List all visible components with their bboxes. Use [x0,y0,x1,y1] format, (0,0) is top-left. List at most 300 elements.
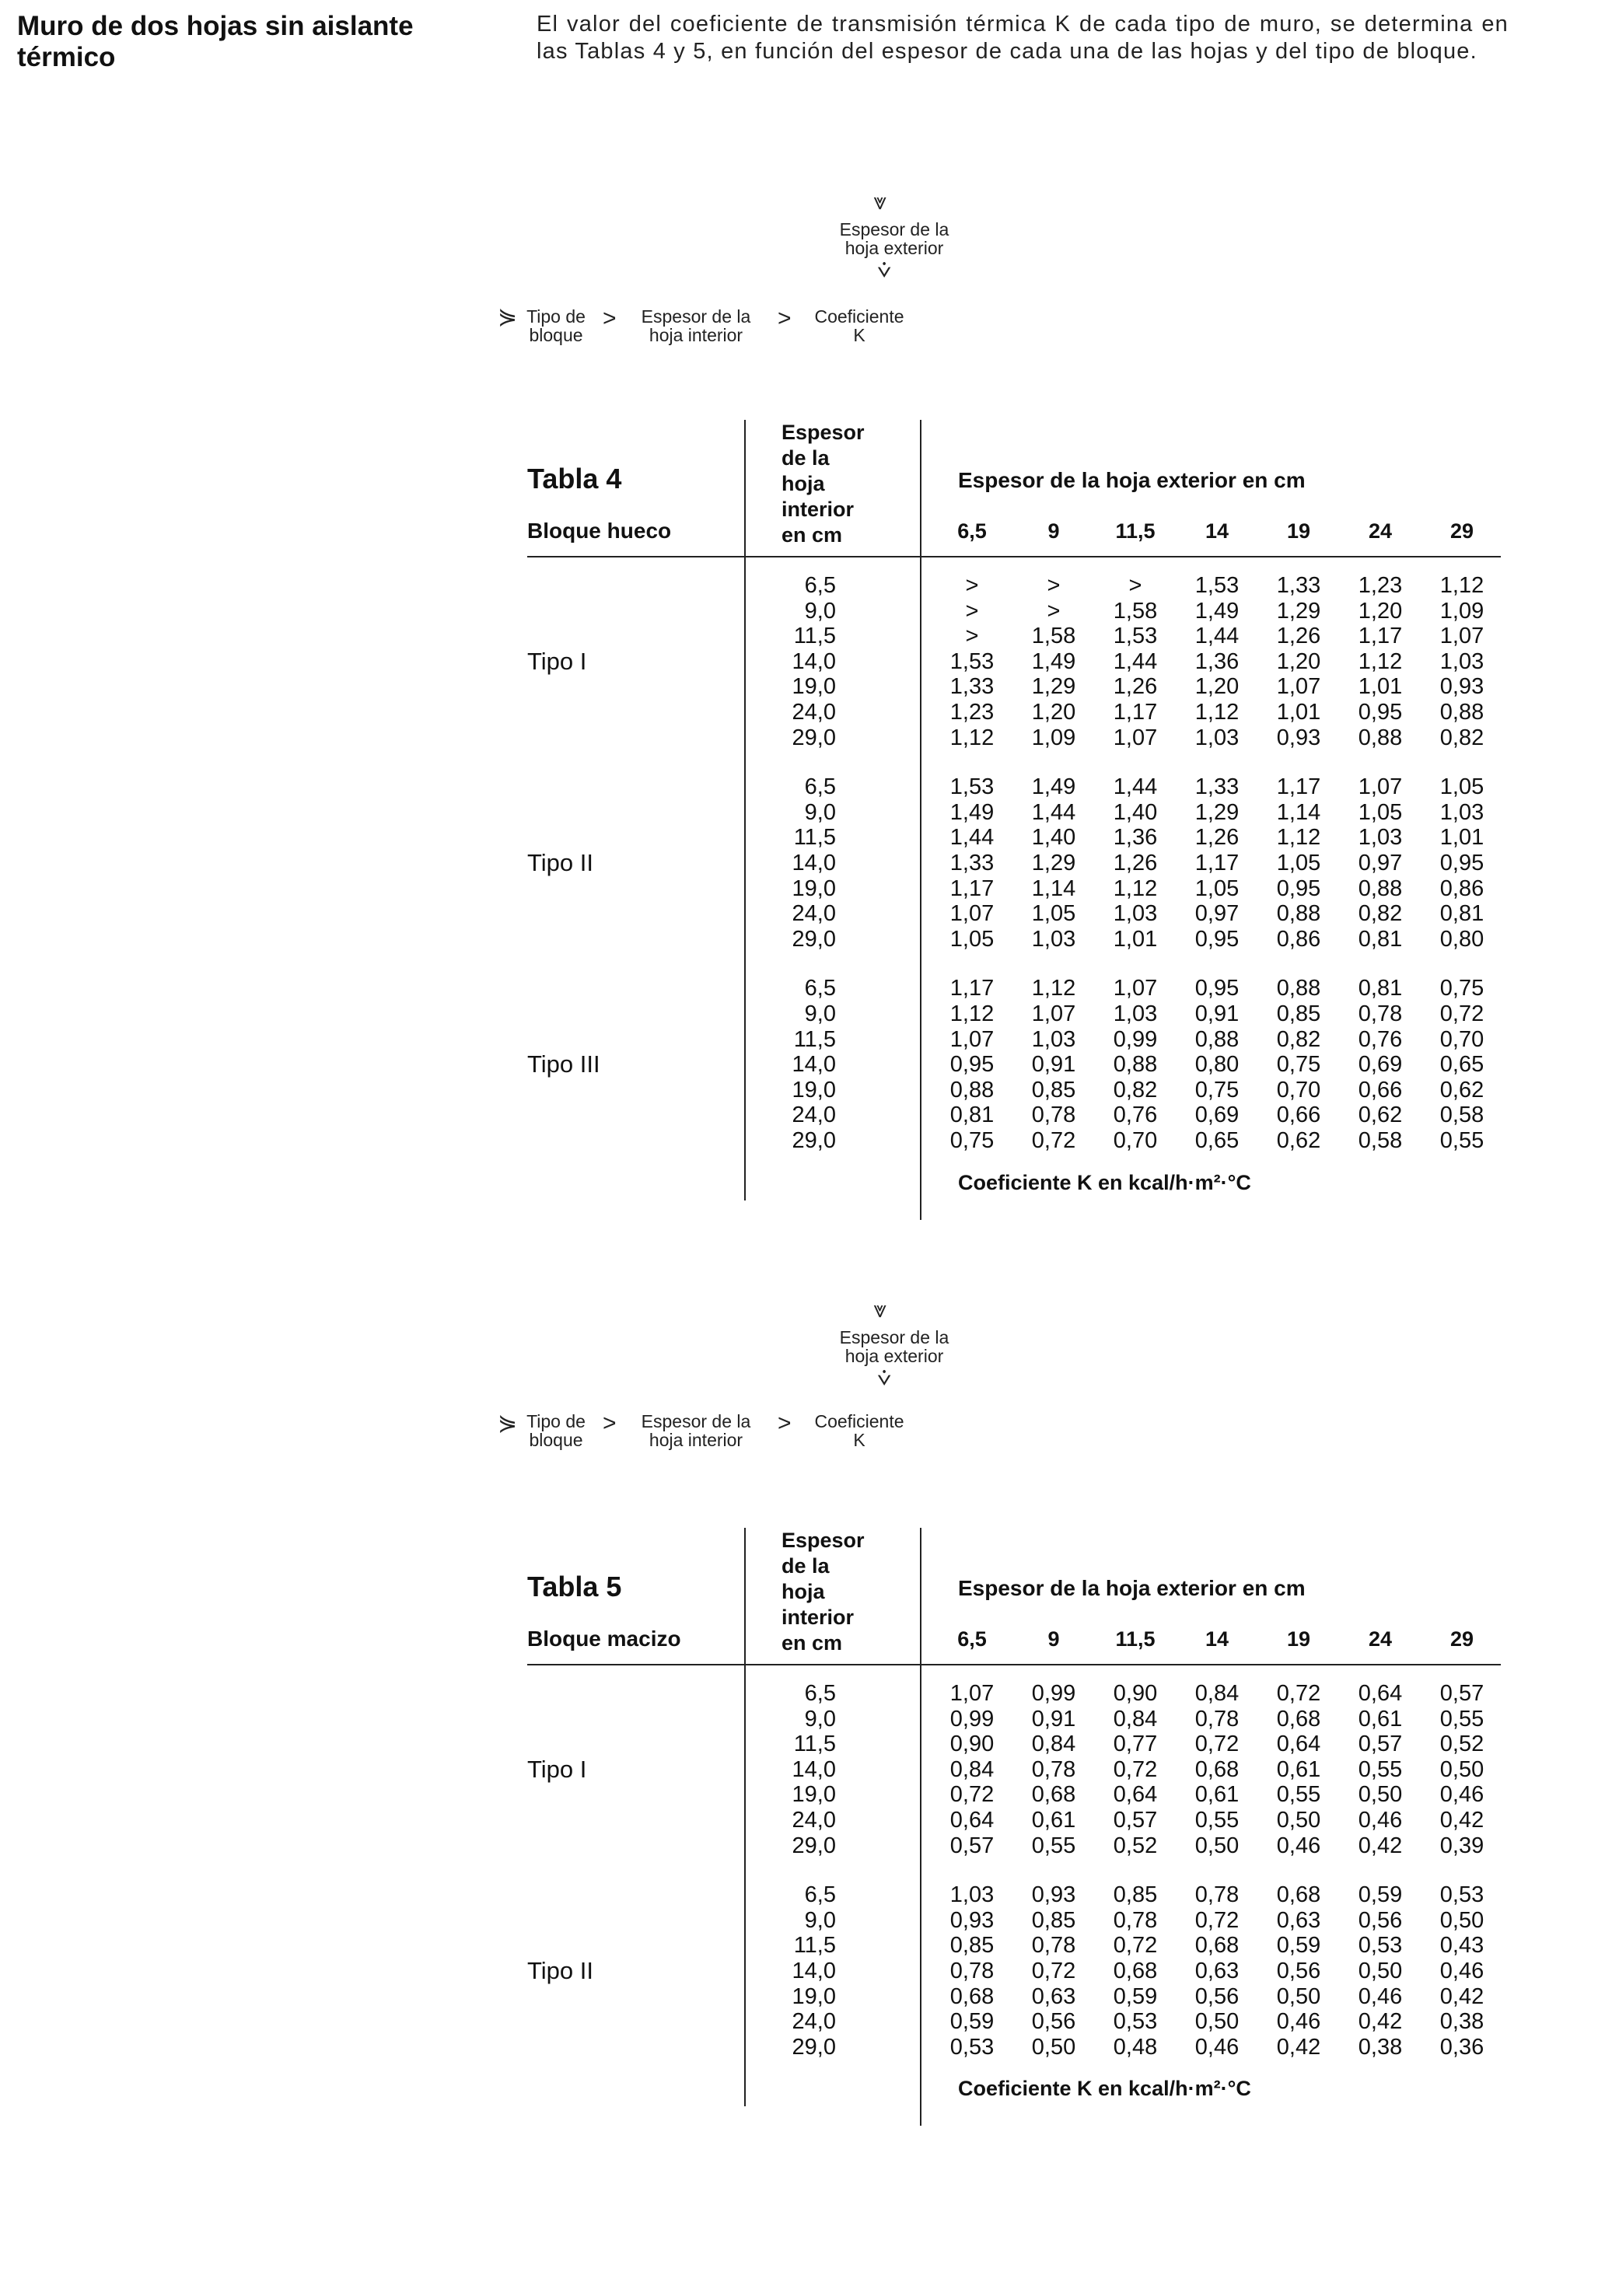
table-row [0,1078,1598,1103]
k-value-cell: 0,42 [1439,1983,1484,2009]
block-type-label: Tipo I [527,647,587,675]
table-row [0,1681,1598,1707]
k-value-cell: 0,85 [1031,1077,1076,1103]
interior-thickness-cell: 9,0 [804,598,836,624]
k-value-cell: 0,57 [1439,1681,1484,1706]
table-row [0,649,1598,675]
table-row [0,1882,1598,1908]
interior-thickness-cell: 24,0 [792,901,836,927]
interior-thickness-cell: 14,0 [792,1052,836,1078]
interior-thickness-cell: 29,0 [792,2034,836,2060]
k-value-cell: 0,91 [1031,1052,1076,1078]
k-value-cell: 0,53 [1439,1882,1484,1908]
k-value-cell: 1,49 [949,799,995,825]
block-type-label: Tipo II [527,1957,593,1984]
column-header: 14 [1205,1627,1229,1651]
table-row [0,800,1598,826]
column-header: 19 [1286,519,1311,543]
k-value-cell: 0,53 [1358,1933,1403,1959]
column-header: 6,5 [957,519,987,543]
k-value-cell: 0,68 [1276,1882,1321,1908]
k-value-cell: 1,26 [1113,851,1158,875]
k-value-cell: 0,91 [1031,1706,1076,1732]
interior-header-line: interior [782,1606,855,1629]
k-value-cell: 0,42 [1358,2009,1403,2035]
table-row [0,1001,1598,1027]
k-value-cell: > [1128,573,1142,598]
interior-thickness-cell: 14,0 [792,851,836,875]
table-row [0,1052,1598,1078]
interior-header-line: de la [782,1554,830,1578]
k-value-cell: 1,07 [1113,976,1158,1001]
k-value-cell: 0,88 [1113,1052,1158,1078]
flow-exterior-label: Espesor de la hoja exterior [839,1327,949,1366]
k-value-cell: 0,95 [1194,926,1240,952]
table-title: Tabla 4 [527,463,622,494]
right-arrow-icon: > [603,1410,617,1436]
k-value-cell: 0,78 [1031,1103,1076,1128]
interior-thickness-cell: 29,0 [792,1833,836,1858]
k-value-cell: 0,80 [1194,1052,1240,1078]
k-value-cell: 0,62 [1439,1077,1484,1103]
k-value-cell: 1,44 [1113,774,1158,800]
k-value-cell: 0,75 [949,1128,995,1153]
k-value-cell: 0,85 [1113,1882,1158,1908]
k-value-cell: 0,57 [1358,1732,1403,1757]
k-value-cell: 0,93 [1276,725,1321,750]
interior-thickness-cell: 29,0 [792,926,836,952]
k-value-cell: 1,07 [949,1681,995,1706]
k-value-cell: 1,17 [949,976,995,1001]
flow-coef-label: Coeficiente K [814,306,904,345]
k-value-cell: 0,72 [1194,1732,1240,1757]
k-value-cell: 0,95 [1276,875,1321,901]
k-value-cell: 1,05 [949,926,995,952]
column-header: 11,5 [1115,519,1156,543]
k-value-cell: 0,66 [1358,1077,1403,1103]
k-value-cell: 0,85 [949,1933,995,1959]
k-value-cell: 0,65 [1194,1128,1240,1153]
interior-column-rule [744,1528,746,2106]
k-value-cell: 0,72 [1031,1959,1076,1983]
k-value-cell: 0,81 [1358,926,1403,952]
intro-paragraph: El valor del coeficiente de transmisión térmica K de cada tipo de muro, se determina en las Tablas 4 y 5, en función del espesor de cada una de las hojas y del tipo de bloque. [537,12,1509,64]
k-value-cell: 1,03 [1358,825,1403,851]
k-value-cell: 0,46 [1439,1959,1484,1983]
k-value-cell: 0,88 [1276,976,1321,1001]
k-value-cell: 1,17 [1276,774,1321,800]
k-value-cell: 0,86 [1276,926,1321,952]
k-value-cell: 1,07 [1031,1001,1076,1026]
k-value-cell: 1,05 [1194,875,1240,901]
k-value-cell: 1,23 [949,700,995,725]
table-row [0,1103,1598,1128]
right-arrow-icon: > [778,1410,792,1436]
k-value-cell: 1,44 [1194,624,1240,649]
table-5 [0,1528,1598,2119]
column-header: 11,5 [1115,1627,1156,1651]
units-footer: Coeficiente K en kcal/h·m²·°C [958,2077,1251,2101]
table-row [0,674,1598,700]
k-value-cell: 0,59 [1276,1933,1321,1959]
k-value-cell: 1,07 [1113,725,1158,750]
k-value-cell: 0,55 [1439,1128,1484,1153]
k-value-cell: 0,91 [1194,1001,1240,1026]
k-value-cell: 0,75 [1439,976,1484,1001]
k-value-cell: > [965,573,979,598]
k-value-cell: 1,05 [1276,851,1321,875]
column-header: 29 [1449,519,1474,543]
k-value-cell: 1,20 [1194,674,1240,700]
k-value-cell: 1,26 [1276,624,1321,649]
interior-thickness-cell: 24,0 [792,1103,836,1128]
k-value-cell: 0,36 [1439,2034,1484,2060]
k-value-cell: 0,64 [1276,1732,1321,1757]
column-header: 9 [1047,519,1060,543]
k-value-cell: 0,72 [1031,1128,1076,1153]
k-value-cell: 0,46 [1358,1983,1403,2009]
k-value-cell: 0,57 [949,1833,995,1858]
k-value-cell: 0,52 [1439,1732,1484,1757]
k-value-cell: 0,85 [1031,1907,1076,1933]
k-value-cell: 0,38 [1439,2009,1484,2035]
k-value-cell: 0,52 [1113,1833,1158,1858]
k-value-cell: 0,84 [1031,1732,1076,1757]
interior-thickness-cell: 24,0 [792,700,836,725]
interior-thickness-cell: 29,0 [792,725,836,750]
k-value-cell: 0,81 [1358,976,1403,1001]
k-value-cell: 0,88 [1358,875,1403,901]
double-right-arrow-icon: ⋟ [498,304,518,330]
k-value-cell: > [1047,573,1061,598]
k-value-cell: 0,95 [1358,700,1403,725]
k-value-cell: 0,90 [949,1732,995,1757]
k-value-cell: 1,01 [1358,674,1403,700]
column-header: 19 [1286,1627,1311,1651]
k-value-cell: 0,93 [1031,1882,1076,1908]
k-value-cell: 1,58 [1031,624,1076,649]
k-value-cell: 1,09 [1031,725,1076,750]
k-value-cell: 0,75 [1194,1077,1240,1103]
k-value-cell: 0,68 [1276,1706,1321,1732]
k-value-cell: 0,50 [1276,1808,1321,1833]
k-value-cell: 1,12 [1194,700,1240,725]
k-value-cell: 1,03 [1031,926,1076,952]
k-value-cell: 0,75 [1276,1052,1321,1078]
k-value-cell: 0,69 [1194,1103,1240,1128]
k-value-cell: 1,33 [1194,774,1240,800]
k-value-cell: 1,07 [1358,774,1403,800]
column-header: 9 [1047,1627,1060,1651]
k-value-cell: 0,59 [1358,1882,1403,1908]
k-value-cell: 1,17 [1113,700,1158,725]
k-value-cell: 0,50 [1276,1983,1321,2009]
k-value-cell: 0,61 [1276,1756,1321,1782]
table-row [0,1959,1598,1984]
table-row [0,725,1598,751]
table-row [0,825,1598,851]
table-row [0,976,1598,1001]
k-value-cell: 1,17 [1194,851,1240,875]
interior-header-line: hoja [782,472,825,495]
interior-thickness-cell: 11,5 [793,825,836,851]
interior-thickness-cell: 14,0 [792,648,836,674]
k-value-cell: 0,42 [1358,1833,1403,1858]
k-value-cell: 0,78 [1194,1706,1240,1732]
k-value-cell: 0,56 [1031,2009,1076,2035]
k-value-cell: 0,50 [1439,1756,1484,1782]
k-value-cell: 0,42 [1439,1808,1484,1833]
exterior-column-rule [920,1528,921,2126]
table-row [0,1933,1598,1959]
k-value-cell: 1,44 [949,825,995,851]
k-value-cell: 0,78 [1031,1933,1076,1959]
interior-header-line: Espesor [782,421,865,444]
table-row [0,1757,1598,1783]
k-value-cell: 0,42 [1276,2034,1321,2060]
table-row [0,876,1598,902]
k-value-cell: 0,85 [1276,1001,1321,1026]
k-value-cell: 0,63 [1031,1983,1076,2009]
k-value-cell: 1,03 [1031,1026,1076,1052]
k-value-cell: 0,77 [1113,1732,1158,1757]
k-value-cell: 0,78 [949,1959,995,1983]
interior-thickness-cell: 9,0 [804,1907,836,1933]
table-row [0,573,1598,599]
table-row [0,1732,1598,1757]
k-value-cell: 0,82 [1276,1026,1321,1052]
flow-diagram-2 [498,1298,1042,1462]
interior-thickness-cell: 6,5 [804,1681,836,1706]
k-value-cell: 0,50 [1439,1907,1484,1933]
k-value-cell: 0,50 [1194,1833,1240,1858]
k-value-cell: 0,95 [949,1052,995,1078]
k-value-cell: 0,46 [1358,1808,1403,1833]
flow-coef-label: Coeficiente K [814,1411,904,1450]
k-value-cell: 0,88 [1439,700,1484,725]
k-value-cell: 1,49 [1194,598,1240,624]
k-value-cell: 0,99 [1113,1026,1158,1052]
k-value-cell: 0,56 [1358,1907,1403,1933]
double-down-arrow-icon: ⩔ [873,1297,886,1323]
k-value-cell: 0,50 [1358,1782,1403,1808]
interior-thickness-cell: 29,0 [792,1128,836,1153]
k-value-cell: > [965,598,979,624]
k-value-cell: 1,03 [1439,799,1484,825]
k-value-cell: 1,12 [1113,875,1158,901]
k-value-cell: 0,84 [1113,1706,1158,1732]
k-value-cell: 1,58 [1113,598,1158,624]
k-value-cell: 0,43 [1439,1933,1484,1959]
column-header: 14 [1205,519,1229,543]
k-value-cell: 0,46 [1276,2009,1321,2035]
k-value-cell: 1,12 [1439,573,1484,598]
k-value-cell: 0,62 [1276,1128,1321,1153]
flow-interior-label: Espesor de la hoja interior [641,1411,751,1450]
table-row [0,599,1598,624]
k-value-cell: 0,63 [1194,1959,1240,1983]
table-row [0,901,1598,927]
k-value-cell: 0,72 [1113,1756,1158,1782]
interior-thickness-cell: 9,0 [804,1001,836,1026]
section-heading: Muro de dos hojas sin aislante térmico [17,11,414,72]
table-row [0,774,1598,800]
k-value-cell: 0,88 [1276,901,1321,927]
k-value-cell: 0,64 [1358,1681,1403,1706]
k-value-cell: 1,20 [1031,700,1076,725]
k-value-cell: 1,07 [1276,674,1321,700]
table-row [0,1808,1598,1833]
k-value-cell: 1,26 [1194,825,1240,851]
k-value-cell: 0,78 [1113,1907,1158,1933]
k-value-cell: 1,40 [1031,825,1076,851]
k-value-cell: 0,72 [1194,1907,1240,1933]
k-value-cell: 1,07 [949,1026,995,1052]
exterior-thickness-header: Espesor de la hoja exterior en cm [958,468,1306,492]
k-value-cell: 0,84 [1194,1681,1240,1706]
table-title: Tabla 5 [527,1571,622,1602]
k-value-cell: 0,82 [1113,1077,1158,1103]
interior-thickness-cell: 19,0 [792,1077,836,1103]
k-value-cell: 0,72 [1113,1933,1158,1959]
exterior-column-rule [920,420,921,1220]
k-value-cell: 0,93 [949,1907,995,1933]
interior-header-line: en cm [782,523,843,547]
k-value-cell: 0,82 [1358,901,1403,927]
table-row [0,927,1598,952]
interior-header-line: hoja [782,1580,825,1603]
k-value-cell: 0,78 [1194,1882,1240,1908]
column-header: 24 [1368,1627,1393,1651]
interior-thickness-cell: 19,0 [792,1782,836,1808]
k-value-cell: 1,14 [1031,875,1076,901]
k-value-cell: 1,17 [949,875,995,901]
k-value-cell: 1,05 [1031,901,1076,927]
down-arrow-icon: ⩒ [877,1365,892,1391]
k-value-cell: 0,53 [949,2034,995,2060]
k-value-cell: 0,69 [1358,1052,1403,1078]
k-value-cell: 1,44 [1113,648,1158,674]
flow-exterior-label: Espesor de la hoja exterior [839,219,949,258]
k-value-cell: 1,53 [949,648,995,674]
k-value-cell: 0,56 [1276,1959,1321,1983]
k-value-cell: 0,38 [1358,2034,1403,2060]
k-value-cell: 1,53 [1113,624,1158,649]
k-value-cell: 0,65 [1439,1052,1484,1078]
table-row [0,1782,1598,1808]
k-value-cell: 1,36 [1113,825,1158,851]
table-4 [0,420,1598,1205]
interior-thickness-cell: 6,5 [804,976,836,1001]
k-value-cell: 1,03 [1439,648,1484,674]
interior-thickness-cell: 9,0 [804,799,836,825]
interior-thickness-cell: 24,0 [792,1808,836,1833]
k-value-cell: 1,03 [949,1882,995,1908]
interior-thickness-cell: 6,5 [804,1882,836,1908]
interior-thickness-cell: 11,5 [793,624,836,649]
k-value-cell: 0,68 [1194,1933,1240,1959]
k-value-cell: 0,78 [1031,1756,1076,1782]
k-value-cell: 1,29 [1194,799,1240,825]
k-value-cell: 1,14 [1276,799,1321,825]
k-value-cell: 0,59 [1113,1983,1158,2009]
exterior-thickness-header: Espesor de la hoja exterior en cm [958,1576,1306,1600]
k-value-cell: 1,01 [1113,926,1158,952]
k-value-cell: 0,64 [949,1808,995,1833]
table-row [0,624,1598,649]
interior-thickness-cell: 6,5 [804,573,836,598]
k-value-cell: 1,12 [1358,648,1403,674]
k-value-cell: 1,12 [949,725,995,750]
k-value-cell: 1,03 [1194,725,1240,750]
k-value-cell: 0,68 [1113,1959,1158,1983]
k-value-cell: 1,12 [1276,825,1321,851]
k-value-cell: 0,76 [1358,1026,1403,1052]
k-value-cell: 0,57 [1113,1808,1158,1833]
k-value-cell: 0,62 [1358,1103,1403,1128]
table-row [0,2009,1598,2035]
k-value-cell: 0,63 [1276,1907,1321,1933]
interior-thickness-cell: 11,5 [793,1933,836,1959]
table-row [0,1984,1598,2010]
k-value-cell: 0,55 [1358,1756,1403,1782]
flow-interior-label: Espesor de la hoja interior [641,306,751,345]
k-value-cell: > [965,624,979,649]
k-value-cell: 0,46 [1194,2034,1240,2060]
k-value-cell: 1,33 [949,851,995,875]
column-header: 29 [1449,1627,1474,1651]
block-type-label: Tipo I [527,1755,587,1783]
k-value-cell: 0,88 [1358,725,1403,750]
interior-thickness-cell: 19,0 [792,674,836,700]
table-row [0,1128,1598,1154]
flow-tipo-label: Tipo de bloque [526,1411,586,1450]
k-value-cell: 1,40 [1113,799,1158,825]
flow-tipo-label: Tipo de bloque [526,306,586,345]
k-value-cell: 0,55 [1031,1833,1076,1858]
interior-header-line: de la [782,446,830,470]
k-value-cell: 0,99 [949,1706,995,1732]
k-value-cell: 1,29 [1276,598,1321,624]
k-value-cell: 1,49 [1031,774,1076,800]
interior-thickness-cell: 19,0 [792,1983,836,2009]
k-value-cell: 0,39 [1439,1833,1484,1858]
k-value-cell: 0,50 [1031,2034,1076,2060]
k-value-cell: 0,66 [1276,1103,1321,1128]
k-value-cell: 1,17 [1358,624,1403,649]
down-arrow-icon: ⩒ [877,257,892,283]
header-rule [527,556,1501,557]
k-value-cell: 0,81 [949,1103,995,1128]
k-value-cell: 0,58 [1358,1128,1403,1153]
k-value-cell: 0,81 [1439,901,1484,927]
interior-thickness-cell: 11,5 [793,1026,836,1052]
k-value-cell: 0,82 [1439,725,1484,750]
k-value-cell: 0,72 [1439,1001,1484,1026]
k-value-cell: 1,53 [1194,573,1240,598]
k-value-cell: 0,64 [1113,1782,1158,1808]
k-value-cell: 0,70 [1439,1026,1484,1052]
k-value-cell: 0,53 [1113,2009,1158,2035]
k-value-cell: 1,05 [1358,799,1403,825]
interior-thickness-cell: 14,0 [792,1959,836,1983]
interior-header-line: en cm [782,1631,843,1655]
k-value-cell: 0,68 [949,1983,995,2009]
k-value-cell: 0,99 [1031,1681,1076,1706]
table-row [0,851,1598,876]
k-value-cell: 1,12 [949,1001,995,1026]
k-value-cell: 1,07 [1439,624,1484,649]
